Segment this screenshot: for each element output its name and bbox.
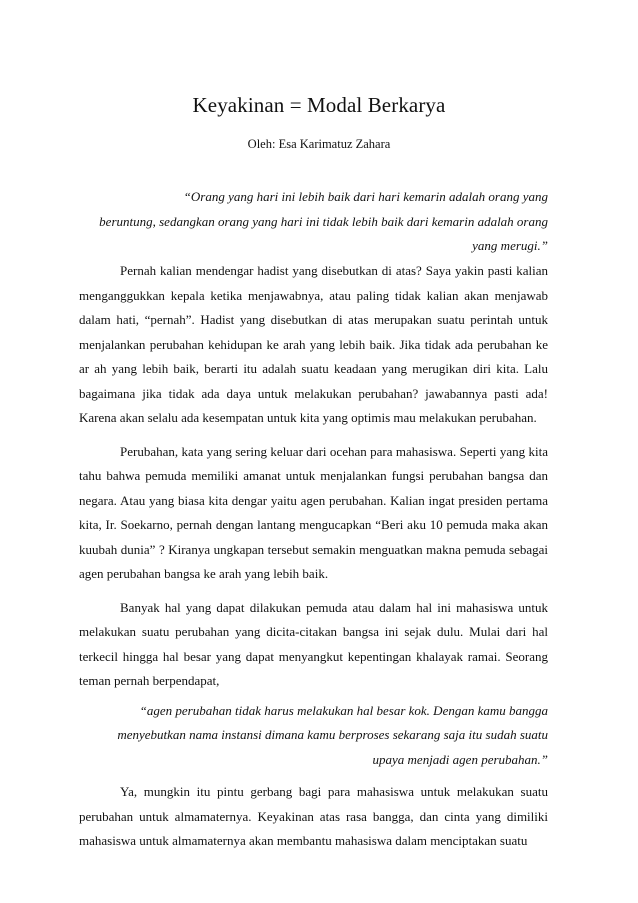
inner-quote: [79, 699, 548, 773]
document-body: [79, 259, 548, 863]
paragraph-2: Perubahan, kata yang sering keluar dari ocehan para mahasiswa. Seperti yang kita tahu bahwa pemuda memiliki amanat untuk menjalankan fungsi perubahan bangsa dan negara. Atau yang biasa kita dengar yaitu agen perubahan. Kalian ingat presiden pertama kita, Ir. Soekarno, pernah dengan lantang mengucapkan “Beri aku 10 pemuda maka akan kuubah dunia” ? Kiranya ungkapan tersebut semakin menguatkan makna pemuda sebagai agen perubahan bangsa ke arah yang lebih baik.: [79, 443, 548, 581]
paragraph-4: Ya, mungkin itu pintu gerbang bagi para mahasiswa untuk melakukan suatu perubahan untuk almamaternya. Keyakinan atas rasa bangga, dan cinta yang dimiliki mahasiswa untuk almamaternya akan membantu mahasiswa dalam menciptakan suatu: [79, 784, 548, 848]
opening-quote-line-2: beruntung, sedangkan orang yang hari ini tidak lebih baik dari kemarin adalah orang: [99, 213, 548, 229]
paragraph-1: Pernah kalian mendengar hadist yang disebutkan di atas? Saya yakin pasti kalian menganggukkan kepala ketika menjawabnya, atau paling tidak kalian akan menjawab dalam hati, “pernah”. Hadist yang disebutkan di atas merupakan suatu perintah untuk menjalankan perubahan kehidupan ke arah yang lebih baik. Jika tidak ada perubahan ke ar ah yang lebih baik, berarti itu adalah suatu keadaan yang merugikan diri kita. Lalu bagaimana jika tidak ada daya untuk melakukan perubahan? jawabannya pasti ada! Karena akan selalu ada kesempatan untuk kita yang optimis mau melakukan perubahan.: [79, 263, 548, 425]
paragraph-3: Banyak hal yang dapat dilakukan pemuda atau dalam hal ini mahasiswa untuk melakukan suatu perubahan yang dicita-citakan bangsa ini sejak dulu. Mulai dari hal terkecil hingga hal besar yang dapat menyangkut kepentingan khalayak ramai. Seorang teman pernah berpendapat,: [79, 599, 548, 688]
inner-quote-line-2: menyebutkan nama instansi dimana kamu berproses sekarang saja itu sudah suatu: [117, 727, 548, 742]
opening-quote-line-1: “Orang yang hari ini lebih baik dari hari kemarin adalah orang yang: [183, 189, 548, 204]
inner-quote-line-1: “agen perubahan tidak harus melakukan hal besar kok. Dengan kamu bangga: [139, 702, 548, 718]
document-author: Oleh: Esa Karimatuz Zahara: [247, 137, 391, 151]
opening-quote: [99, 185, 548, 259]
opening-quote-line-3: yang merugi.”: [472, 238, 548, 253]
inner-quote-line-3: upaya menjadi agen perubahan.”: [372, 751, 548, 767]
document-title: Keyakinan = Modal Berkarya: [192, 93, 446, 117]
